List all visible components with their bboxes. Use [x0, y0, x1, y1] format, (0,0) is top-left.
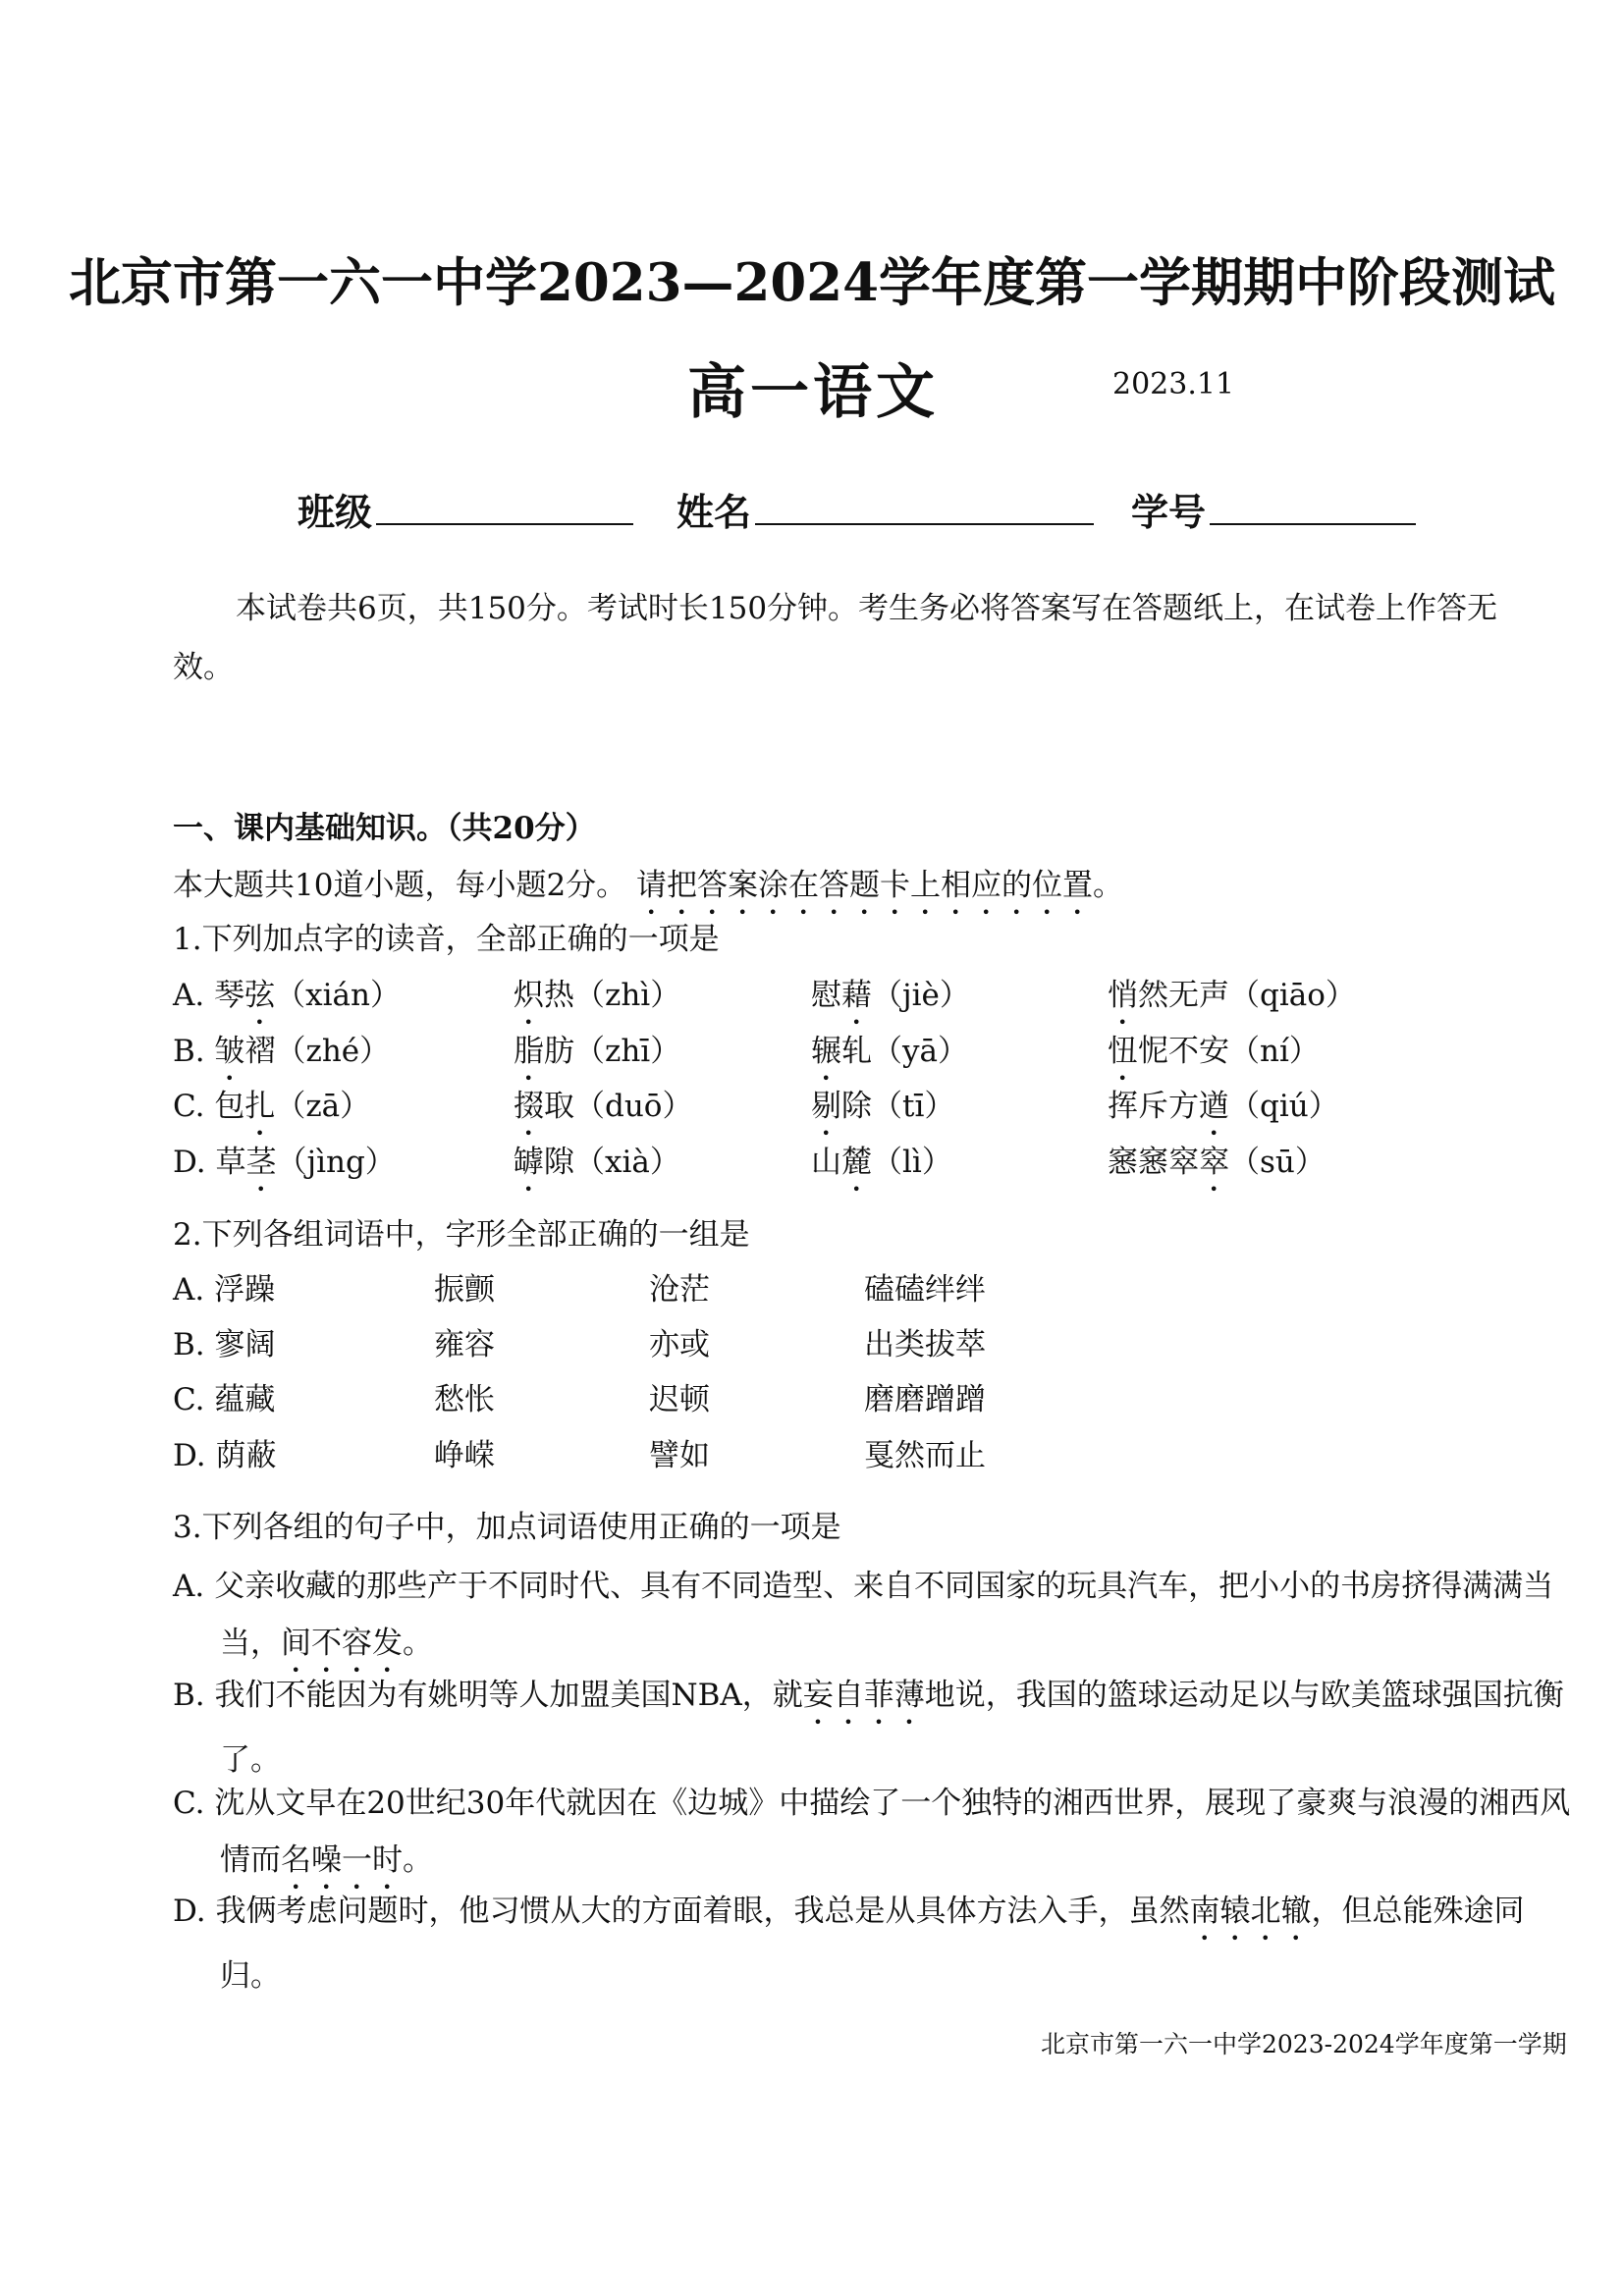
q2-word [864, 1374, 986, 1418]
dotted-phrase: 间不容发 [281, 1626, 403, 1661]
id-field [1131, 482, 1416, 536]
option-letter: B. [173, 1034, 205, 1069]
pinyin: （zhé） [275, 1034, 391, 1069]
class-field [298, 482, 633, 536]
word: 迟顿 [649, 1382, 710, 1417]
q2-word [649, 1374, 710, 1418]
dotted-char: 窣 [1199, 1145, 1229, 1180]
word: 振颤 [434, 1272, 495, 1308]
q2-word [649, 1264, 710, 1308]
id-blank [1210, 490, 1416, 525]
q1-option-item [1108, 970, 1356, 1032]
dotted-char: 弦 [244, 978, 276, 1013]
word-post: 热 [544, 978, 574, 1013]
option-letter: C. [173, 1786, 205, 1821]
q1-option-item [514, 1137, 680, 1199]
word-post: 褶 [244, 1034, 276, 1069]
q3-option [173, 1775, 1575, 1896]
pinyin: （ní） [1229, 1034, 1320, 1069]
word: 浮躁 [214, 1272, 276, 1308]
pinyin: （lì） [872, 1145, 952, 1180]
exam-instructions: 本试卷共6页，共150分。考试时长150分钟。考生务必将答案写在答题纸上，在试卷上作答无效。 [173, 591, 1498, 685]
word: 亦或 [649, 1327, 710, 1362]
q1-option-item [811, 1081, 954, 1143]
dotted-instruction: 请把答案涂在答题卡上相应的位置 [636, 868, 1094, 903]
q2-word [649, 1430, 710, 1474]
option-letter: D. [173, 1438, 206, 1473]
sentence-post: 。 [403, 1626, 433, 1661]
option-letter: A. [173, 1272, 205, 1308]
q1-option-item [514, 970, 680, 1032]
dotted-char: 麓 [841, 1145, 872, 1180]
q2-word [173, 1264, 275, 1308]
sentence-pre: 父亲收藏的那些产于不同时代、具有不同造型、来自不同国家的玩具汽车，把小小的书房挤得满满当当， [214, 1569, 1554, 1661]
q2-word [864, 1264, 986, 1308]
q3-option [173, 1667, 1575, 1789]
q2-word [434, 1430, 495, 1474]
word-post: 然无声 [1138, 978, 1229, 1013]
pinyin: （yā） [872, 1034, 968, 1069]
class-blank [376, 490, 633, 525]
sentence-post: 。 [403, 1842, 433, 1878]
word-pre: 琴 [214, 978, 245, 1013]
dotted-char: 悄 [1108, 978, 1138, 1013]
q2-word [649, 1319, 710, 1363]
pinyin: （sū） [1229, 1145, 1326, 1180]
q2-word [173, 1430, 276, 1474]
name-label: 姓名 [677, 490, 752, 534]
option-letter: A. [173, 978, 205, 1013]
sentence-pre: 沈从文早在20世纪30年代就因在《边城》中描绘了一个独特的湘西世界，展现了豪爽与浪漫的湘西风情而 [214, 1786, 1571, 1878]
option-letter: C. [173, 1382, 205, 1417]
sentence-post: ，但总能殊途同归。 [220, 1894, 1525, 1994]
word-pre: 草 [215, 1145, 246, 1180]
option-letter: C. [173, 1089, 205, 1124]
word: 荫蔽 [215, 1438, 277, 1473]
dotted-char: 茎 [245, 1145, 277, 1180]
word: 蕴藏 [214, 1382, 276, 1417]
q1-option-item [811, 970, 970, 1032]
dotted-phrase: 名噪一时 [281, 1842, 403, 1878]
dotted-char: 忸 [1108, 1034, 1138, 1069]
pinyin: （tī） [872, 1089, 955, 1124]
option-letter: B. [173, 1678, 205, 1713]
word-pre: 挥斥方 [1108, 1089, 1199, 1124]
option-letter: D. [173, 1894, 206, 1929]
q2-word [864, 1319, 986, 1363]
q1-option-item [173, 1026, 390, 1088]
word: 譬如 [649, 1438, 710, 1473]
pinyin: （jìng） [276, 1145, 396, 1180]
q2-word [173, 1319, 276, 1363]
word-post: 除 [841, 1089, 872, 1124]
q1-option-item [173, 1137, 396, 1199]
q2-word [434, 1319, 495, 1363]
pinyin: （xià） [574, 1145, 680, 1180]
word: 磕磕绊绊 [864, 1272, 986, 1308]
option-letter: A. [173, 1569, 205, 1604]
section-heading: 一、课内基础知识。（共20分） [173, 811, 596, 846]
dotted-char: 炽 [514, 978, 544, 1013]
option-letter: D. [173, 1145, 206, 1180]
pinyin: （duō） [574, 1089, 693, 1124]
word: 峥嵘 [434, 1438, 495, 1473]
q1-option-item [1108, 1081, 1339, 1143]
exam-date: 2023.11 [1112, 367, 1235, 401]
word: 戛然而止 [864, 1438, 986, 1473]
pinyin: （zhì） [574, 978, 681, 1013]
dotted-char: 遒 [1199, 1089, 1229, 1124]
pinyin: （qiāo） [1229, 978, 1356, 1013]
word-pre: 窸窸窣 [1108, 1145, 1199, 1180]
q3-option [173, 1883, 1575, 2004]
pinyin: （zā） [275, 1089, 371, 1124]
sentence-pre: 我俩考虑问题时，他习惯从大的方面着眼，我总是从具体方法入手，虽然 [215, 1894, 1190, 1929]
dotted-char: 剔 [811, 1089, 841, 1124]
q1-option-item [514, 1081, 692, 1143]
q1-option-item [173, 970, 401, 1032]
word: 愁怅 [434, 1382, 495, 1417]
class-label: 班级 [298, 490, 373, 534]
pinyin: （qiú） [1229, 1089, 1339, 1124]
q2-word [173, 1374, 275, 1418]
dotted-phrase: 南辕北辙 [1189, 1894, 1312, 1929]
word-post: 怩不安 [1138, 1034, 1229, 1069]
q3-stem: 3.下列各组的句子中，加点词语使用正确的一项是 [173, 1510, 841, 1545]
dotted-char: 皱 [214, 1034, 245, 1069]
option-letter: B. [173, 1327, 205, 1362]
word-post: 肪 [544, 1034, 574, 1069]
word-post: 取 [544, 1089, 574, 1124]
q1-option-item [514, 1026, 680, 1088]
name-blank [755, 490, 1094, 525]
word-pre: 包 [214, 1089, 245, 1124]
q1-option-item [811, 1137, 952, 1199]
id-label: 学号 [1131, 490, 1207, 534]
exam-title: 北京市第一六一中学2023—2024学年度第一学期期中阶段测试 [68, 252, 1556, 313]
dotted-char: 辗 [811, 1034, 841, 1069]
dotted-phrase: 妄自菲薄 [802, 1678, 925, 1713]
word-post: 隙 [544, 1145, 574, 1180]
sentence-pre: 我们不能因为有姚明等人加盟美国NBA，就 [214, 1678, 803, 1713]
pinyin: （zhī） [574, 1034, 681, 1069]
word-post: 轧 [841, 1034, 872, 1069]
word: 磨磨蹭蹭 [864, 1382, 986, 1417]
pinyin: （xián） [275, 978, 401, 1013]
q3-option [173, 1558, 1575, 1680]
q1-option-item [173, 1081, 370, 1143]
exam-subject: 高一语文 [687, 358, 939, 427]
dotted-char: 脂 [514, 1034, 544, 1069]
sentence-post: 地说，我国的篮球运动足以与欧美篮球强国抗衡了。 [220, 1678, 1564, 1778]
q2-word [864, 1430, 986, 1474]
q1-option-item [1108, 1026, 1320, 1088]
pinyin: （jiè） [872, 978, 970, 1013]
name-field [677, 482, 1094, 536]
section-instruction: 本大题共10道小题，每小题2分。 请把答案涂在答题卡上相应的位置。 [173, 868, 1124, 903]
word: 雍容 [434, 1327, 495, 1362]
word: 沧茫 [649, 1272, 710, 1308]
q1-option-item [811, 1026, 968, 1088]
q1-stem: 1.下列加点字的读音，全部正确的一项是 [173, 922, 720, 957]
dotted-char: 扎 [244, 1089, 276, 1124]
q2-word [434, 1264, 495, 1308]
page-footer: 北京市第一六一中学2023-2024学年度第一学期 [1041, 2030, 1567, 2058]
word-pre: 慰 [811, 978, 841, 1013]
q1-option-item [1108, 1137, 1326, 1199]
dotted-char: 藉 [841, 978, 872, 1013]
word-pre: 山 [811, 1145, 841, 1180]
word: 出类拔萃 [864, 1327, 986, 1362]
dotted-char: 掇 [514, 1089, 544, 1124]
dotted-char: 罅 [514, 1145, 544, 1180]
word: 寥阔 [214, 1327, 276, 1362]
q2-word [434, 1374, 495, 1418]
q2-stem: 2.下列各组词语中，字形全部正确的一组是 [173, 1217, 750, 1253]
